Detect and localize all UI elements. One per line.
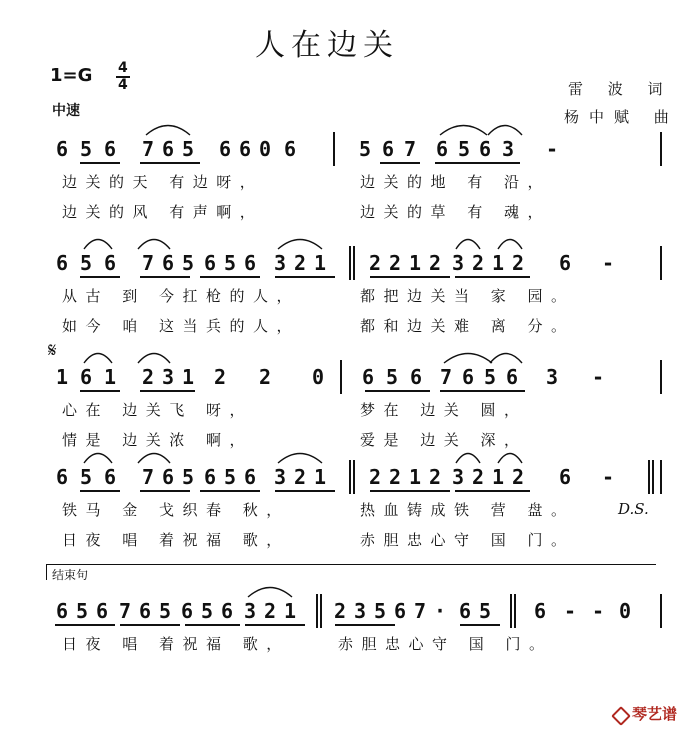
watermark: 琴艺谱: [632, 705, 678, 723]
note: 1: [408, 465, 422, 489]
note: -: [563, 599, 577, 623]
note: 6: [558, 465, 572, 489]
note: 3: [451, 465, 465, 489]
note: 3: [273, 251, 287, 275]
slur-arc: [82, 350, 114, 364]
beam-underline: [455, 276, 530, 278]
bar-line: [320, 594, 322, 628]
note: 6: [238, 137, 252, 161]
lyric-line: 日夜 唱 着祝福 歌，: [62, 531, 290, 549]
beam-underline: [80, 162, 120, 164]
bar-line: [353, 460, 355, 494]
note: 7: [141, 137, 155, 161]
note: 1: [55, 365, 69, 389]
beam-underline: [200, 276, 260, 278]
note: 7: [141, 251, 155, 275]
beam-underline: [275, 490, 335, 492]
beam-underline: [80, 276, 120, 278]
bar-line: [333, 132, 335, 166]
lyric-line: 心在 边关飞 呀，: [62, 401, 254, 419]
lyric-line: 边关的天 有边呀，: [62, 173, 264, 191]
beam-underline: [365, 390, 430, 392]
note: 6: [533, 599, 547, 623]
time-signature-bottom: 4: [118, 77, 128, 93]
bar-line: [353, 246, 355, 280]
note: 5: [223, 465, 237, 489]
note: 3: [243, 599, 257, 623]
coda-label: 结束句: [52, 568, 89, 582]
slur-arc: [136, 350, 172, 364]
segno-sign: 𝄋: [48, 338, 57, 362]
slur-arc: [276, 236, 324, 250]
beam-underline: [275, 276, 335, 278]
slur-arc: [496, 236, 524, 250]
bar-line: [660, 460, 662, 494]
note: 2: [141, 365, 155, 389]
note: 2: [258, 365, 272, 389]
slur-arc: [496, 450, 524, 464]
note: 5: [181, 251, 195, 275]
note: 1: [313, 465, 327, 489]
beam-underline: [435, 162, 520, 164]
bar-line: [514, 594, 516, 628]
note: 5: [483, 365, 497, 389]
note: 1: [283, 599, 297, 623]
lyric-line: 如今 咱 这当兵的人，: [62, 317, 301, 335]
note: 2: [471, 465, 485, 489]
note: 3: [451, 251, 465, 275]
note: 2: [428, 251, 442, 275]
note: 5: [181, 465, 195, 489]
slur-arc: [488, 350, 524, 364]
note: 6: [103, 137, 117, 161]
note: 6: [461, 365, 475, 389]
bar-line: [510, 594, 512, 628]
note: 6: [55, 137, 69, 161]
note: 5: [158, 599, 172, 623]
lyric-line: 都和边关难 离 分。: [360, 317, 575, 335]
bar-line: [660, 132, 662, 166]
beam-underline: [370, 490, 450, 492]
note: 2: [263, 599, 277, 623]
beam-underline: [80, 390, 120, 392]
beam-underline: [140, 490, 190, 492]
beam-underline: [185, 624, 240, 626]
slur-arc: [82, 236, 114, 250]
bar-line: [648, 460, 650, 494]
slur-arc: [246, 584, 294, 598]
note: 2: [293, 465, 307, 489]
note: 6: [180, 599, 194, 623]
note: 2: [368, 251, 382, 275]
coda-bracket-line: [46, 564, 656, 565]
bar-line: [349, 246, 351, 280]
note: 3: [273, 465, 287, 489]
note: 7: [141, 465, 155, 489]
lyric-line: 都把边关当 家 园。: [360, 287, 575, 305]
lyric-line: 从古 到 今扛枪的人，: [62, 287, 301, 305]
beam-underline: [200, 490, 260, 492]
note: 2: [388, 251, 402, 275]
note: 6: [381, 137, 395, 161]
lyric-line: 梦在 边关 圆，: [360, 401, 528, 419]
note: 6: [55, 251, 69, 275]
beam-underline: [380, 162, 420, 164]
beam-underline: [80, 490, 120, 492]
note: -: [545, 137, 559, 161]
slur-arc: [136, 450, 172, 464]
note: 5: [79, 465, 93, 489]
tempo-marking: 中速: [52, 103, 80, 119]
slur-arc: [442, 350, 494, 364]
note: 0: [258, 137, 272, 161]
note: 6: [243, 251, 257, 275]
ds-marking: D.S.: [618, 500, 649, 518]
note: 6: [103, 251, 117, 275]
note: 6: [161, 251, 175, 275]
note: 2: [333, 599, 347, 623]
note: 5: [478, 599, 492, 623]
key-signature: 1=G: [50, 65, 93, 86]
note: 1: [313, 251, 327, 275]
note: 6: [161, 465, 175, 489]
beam-underline: [245, 624, 305, 626]
note: 7: [118, 599, 132, 623]
note: 6: [55, 599, 69, 623]
lyric-line: 边关的风 有声啊，: [62, 203, 264, 221]
note: 2: [293, 251, 307, 275]
note: 3: [545, 365, 559, 389]
bar-line: [652, 460, 654, 494]
beam-underline: [460, 624, 500, 626]
note: 6: [283, 137, 297, 161]
slur-arc: [438, 122, 489, 136]
note: 6: [558, 251, 572, 275]
note: -: [591, 599, 605, 623]
bar-line: [349, 460, 351, 494]
note: 6: [138, 599, 152, 623]
note: 5: [385, 365, 399, 389]
beam-underline: [140, 162, 200, 164]
beam-underline: [55, 624, 115, 626]
note: 1: [491, 465, 505, 489]
page-title: 人在边关: [255, 28, 399, 63]
note: 6: [435, 137, 449, 161]
time-signature-top: 4: [118, 60, 128, 76]
composer-credit: 杨中赋 曲: [564, 108, 679, 126]
note: 2: [511, 465, 525, 489]
beam-underline: [440, 390, 525, 392]
note: 6: [243, 465, 257, 489]
note: 6: [203, 251, 217, 275]
slur-arc: [82, 450, 114, 464]
note: 3: [161, 365, 175, 389]
note: 3: [353, 599, 367, 623]
note: 5: [457, 137, 471, 161]
note: -: [601, 465, 615, 489]
note: 6: [203, 465, 217, 489]
note: 1: [491, 251, 505, 275]
note: 5: [358, 137, 372, 161]
note: 0: [618, 599, 632, 623]
note: 7: [413, 599, 427, 623]
lyric-line: 赤胆忠心守 国 门。: [338, 635, 553, 653]
lyric-line: 爱是 边关 深，: [360, 431, 528, 449]
note: 2: [471, 251, 485, 275]
note: 0: [311, 365, 325, 389]
note: 6: [361, 365, 375, 389]
bar-line: [340, 360, 342, 394]
beam-underline: [335, 624, 395, 626]
note: 1: [181, 365, 195, 389]
beam-underline: [140, 276, 190, 278]
note: 2: [388, 465, 402, 489]
lyricist-credit: 雷 波 词: [568, 80, 673, 98]
note: 7: [403, 137, 417, 161]
beam-underline: [455, 490, 530, 492]
note: 5: [75, 599, 89, 623]
note: -: [591, 365, 605, 389]
beam-underline: [370, 276, 450, 278]
note: 6: [220, 599, 234, 623]
note: 2: [368, 465, 382, 489]
note: 6: [409, 365, 423, 389]
coda-bracket-tick: [46, 564, 47, 580]
watermark-logo-shape: [611, 706, 631, 726]
bar-line: [660, 246, 662, 280]
beam-underline: [140, 390, 195, 392]
note: 2: [213, 365, 227, 389]
note: 6: [55, 465, 69, 489]
slur-arc: [454, 450, 482, 464]
slur-arc: [486, 122, 524, 136]
slur-arc: [144, 122, 192, 136]
note: -: [601, 251, 615, 275]
note: ·: [433, 599, 447, 623]
slur-arc: [136, 236, 172, 250]
note: 6: [79, 365, 93, 389]
note: 6: [95, 599, 109, 623]
note: 6: [103, 465, 117, 489]
lyric-line: 边关的草 有 魂，: [360, 203, 552, 221]
note: 6: [478, 137, 492, 161]
bar-line: [660, 360, 662, 394]
note: 2: [511, 251, 525, 275]
note: 5: [79, 251, 93, 275]
note: 7: [439, 365, 453, 389]
note: 6: [161, 137, 175, 161]
bar-line: [660, 594, 662, 628]
bar-line: [316, 594, 318, 628]
note: 1: [408, 251, 422, 275]
lyric-line: 边关的地 有 沿，: [360, 173, 552, 191]
note: 3: [501, 137, 515, 161]
note: 6: [505, 365, 519, 389]
note: 2: [428, 465, 442, 489]
note: 5: [373, 599, 387, 623]
note: 5: [79, 137, 93, 161]
note: 6: [393, 599, 407, 623]
slur-arc: [276, 450, 324, 464]
beam-underline: [120, 624, 180, 626]
slur-arc: [454, 236, 482, 250]
lyric-line: 赤胆忠心守 国 门。: [360, 531, 575, 549]
lyric-line: 热血铸成铁 营 盘。: [360, 501, 575, 519]
note: 1: [103, 365, 117, 389]
note: 5: [181, 137, 195, 161]
lyric-line: 铁马 金 戈织春 秋，: [62, 501, 290, 519]
note: 5: [200, 599, 214, 623]
lyric-line: 日夜 唱 着祝福 歌，: [62, 635, 290, 653]
note: 5: [223, 251, 237, 275]
lyric-line: 情是 边关浓 啊，: [62, 431, 254, 449]
note: 6: [218, 137, 232, 161]
note: 6: [458, 599, 472, 623]
